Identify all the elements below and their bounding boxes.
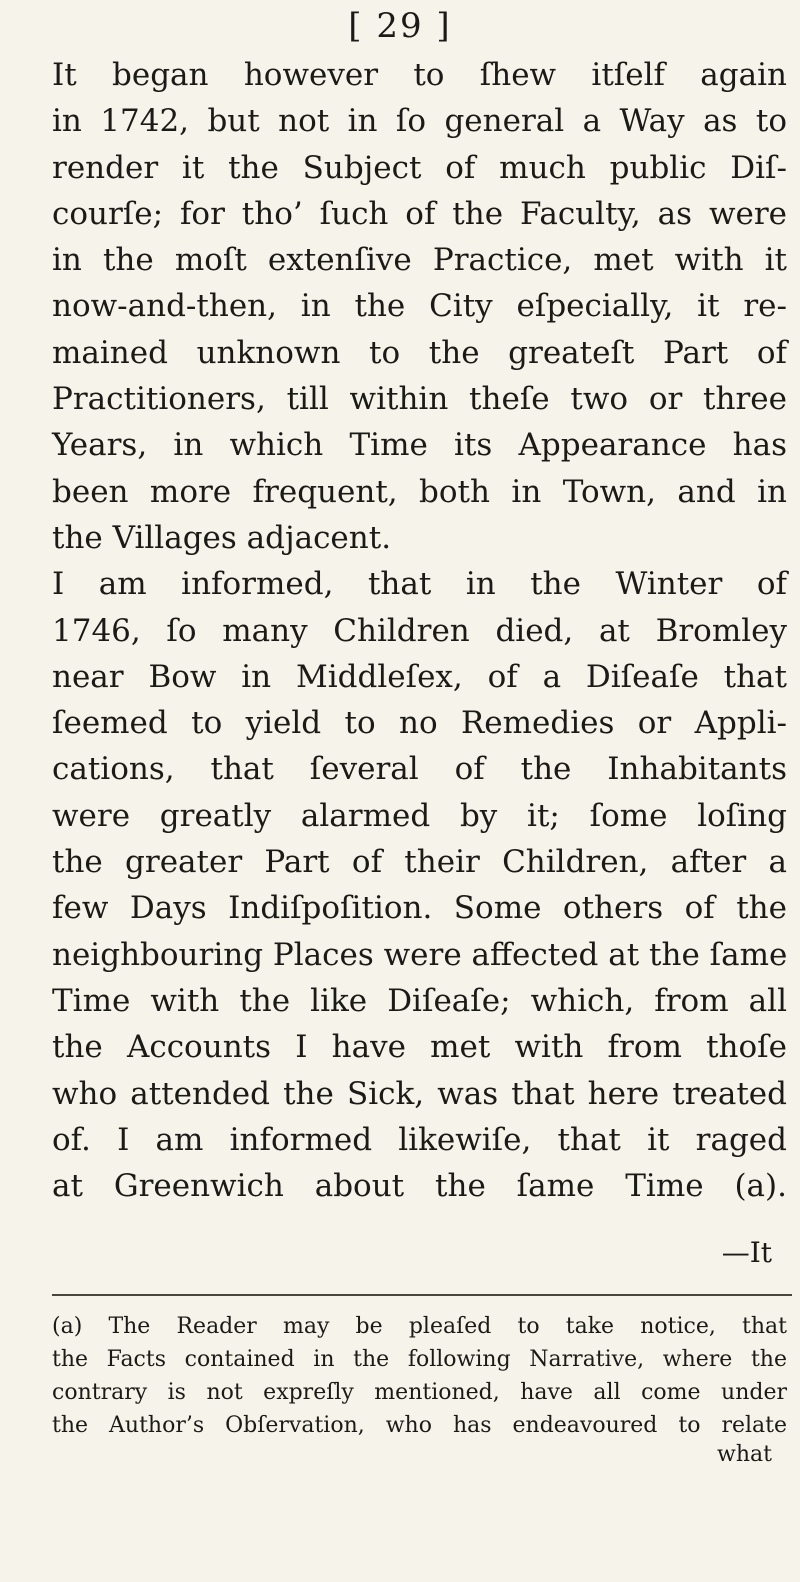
text-line: in the moſt extenſive Practice, met with it (52, 242, 787, 279)
footnote (52, 1310, 787, 1442)
text-line: mained unknown to the greateſt Part of (52, 334, 787, 371)
text-line: near Bow in Middleſex, of a Diſeaſe that (52, 658, 787, 695)
text-line: few Days Indiſpoſition. Some others of the (52, 890, 787, 927)
text-line: of. I am informed likewiſe, that it raged (52, 1121, 787, 1158)
text-line: cations, that ſeveral of the Inhabitants (52, 751, 787, 788)
text-line: ſeemed to yield to no Remedies or Appli- (52, 705, 787, 742)
footnote-line: contrary is not expreſly mentioned, have all come under (52, 1380, 787, 1405)
text-line: It began however to ſhew itſelf again (52, 57, 787, 93)
footnote-catchword: what (717, 1442, 772, 1467)
text-line: the Villages adjacent. (52, 519, 392, 556)
footnote-line: the Author’s Obſervation, who has endeavoured to relate (52, 1413, 787, 1438)
text-line: who attended the Sick, was that here treated (52, 1075, 787, 1112)
text-line: the greater Part of their Children, after a (52, 844, 787, 881)
text-line: the Accounts I have met with from thoſe (52, 1029, 787, 1066)
text-line: render it the Subject of much public Diſ- (52, 149, 787, 186)
text-line: at Greenwich about the ſame Time (a). (52, 1168, 787, 1205)
text-line: Time with the like Diſeaſe; which, from all (52, 982, 787, 1019)
text-line: neighbouring Places were affected at the ſame (52, 936, 788, 973)
text-line: Practitioners, till within theſe two or three (52, 381, 787, 418)
footnote-line: the Facts contained in the following Narrative, where the (52, 1347, 787, 1372)
text-line: 1746, ſo many Children died, at Bromley (52, 612, 787, 649)
text-line: I am informed, that in the Winter of (52, 566, 787, 603)
text-line: now-and-then, in the City eſpecially, it re- (52, 288, 787, 325)
page-number: [ 29 ] (348, 6, 452, 46)
text-line: Years, in which Time its Appearance has (52, 427, 787, 464)
body-text (52, 52, 787, 1209)
footnote-line: (a) The Reader may be pleaſed to take notice, that (52, 1314, 787, 1339)
catchword: —It (721, 1236, 772, 1269)
text-line: courſe; for tho’ ſuch of the Faculty, as were (52, 195, 787, 232)
text-line: in 1742, but not in ſo general a Way as to (52, 103, 787, 140)
footnote-divider (52, 1294, 792, 1296)
text-line: were greatly alarmed by it; ſome loſing (52, 797, 787, 834)
text-line: been more frequent, both in Town, and in (52, 473, 787, 510)
